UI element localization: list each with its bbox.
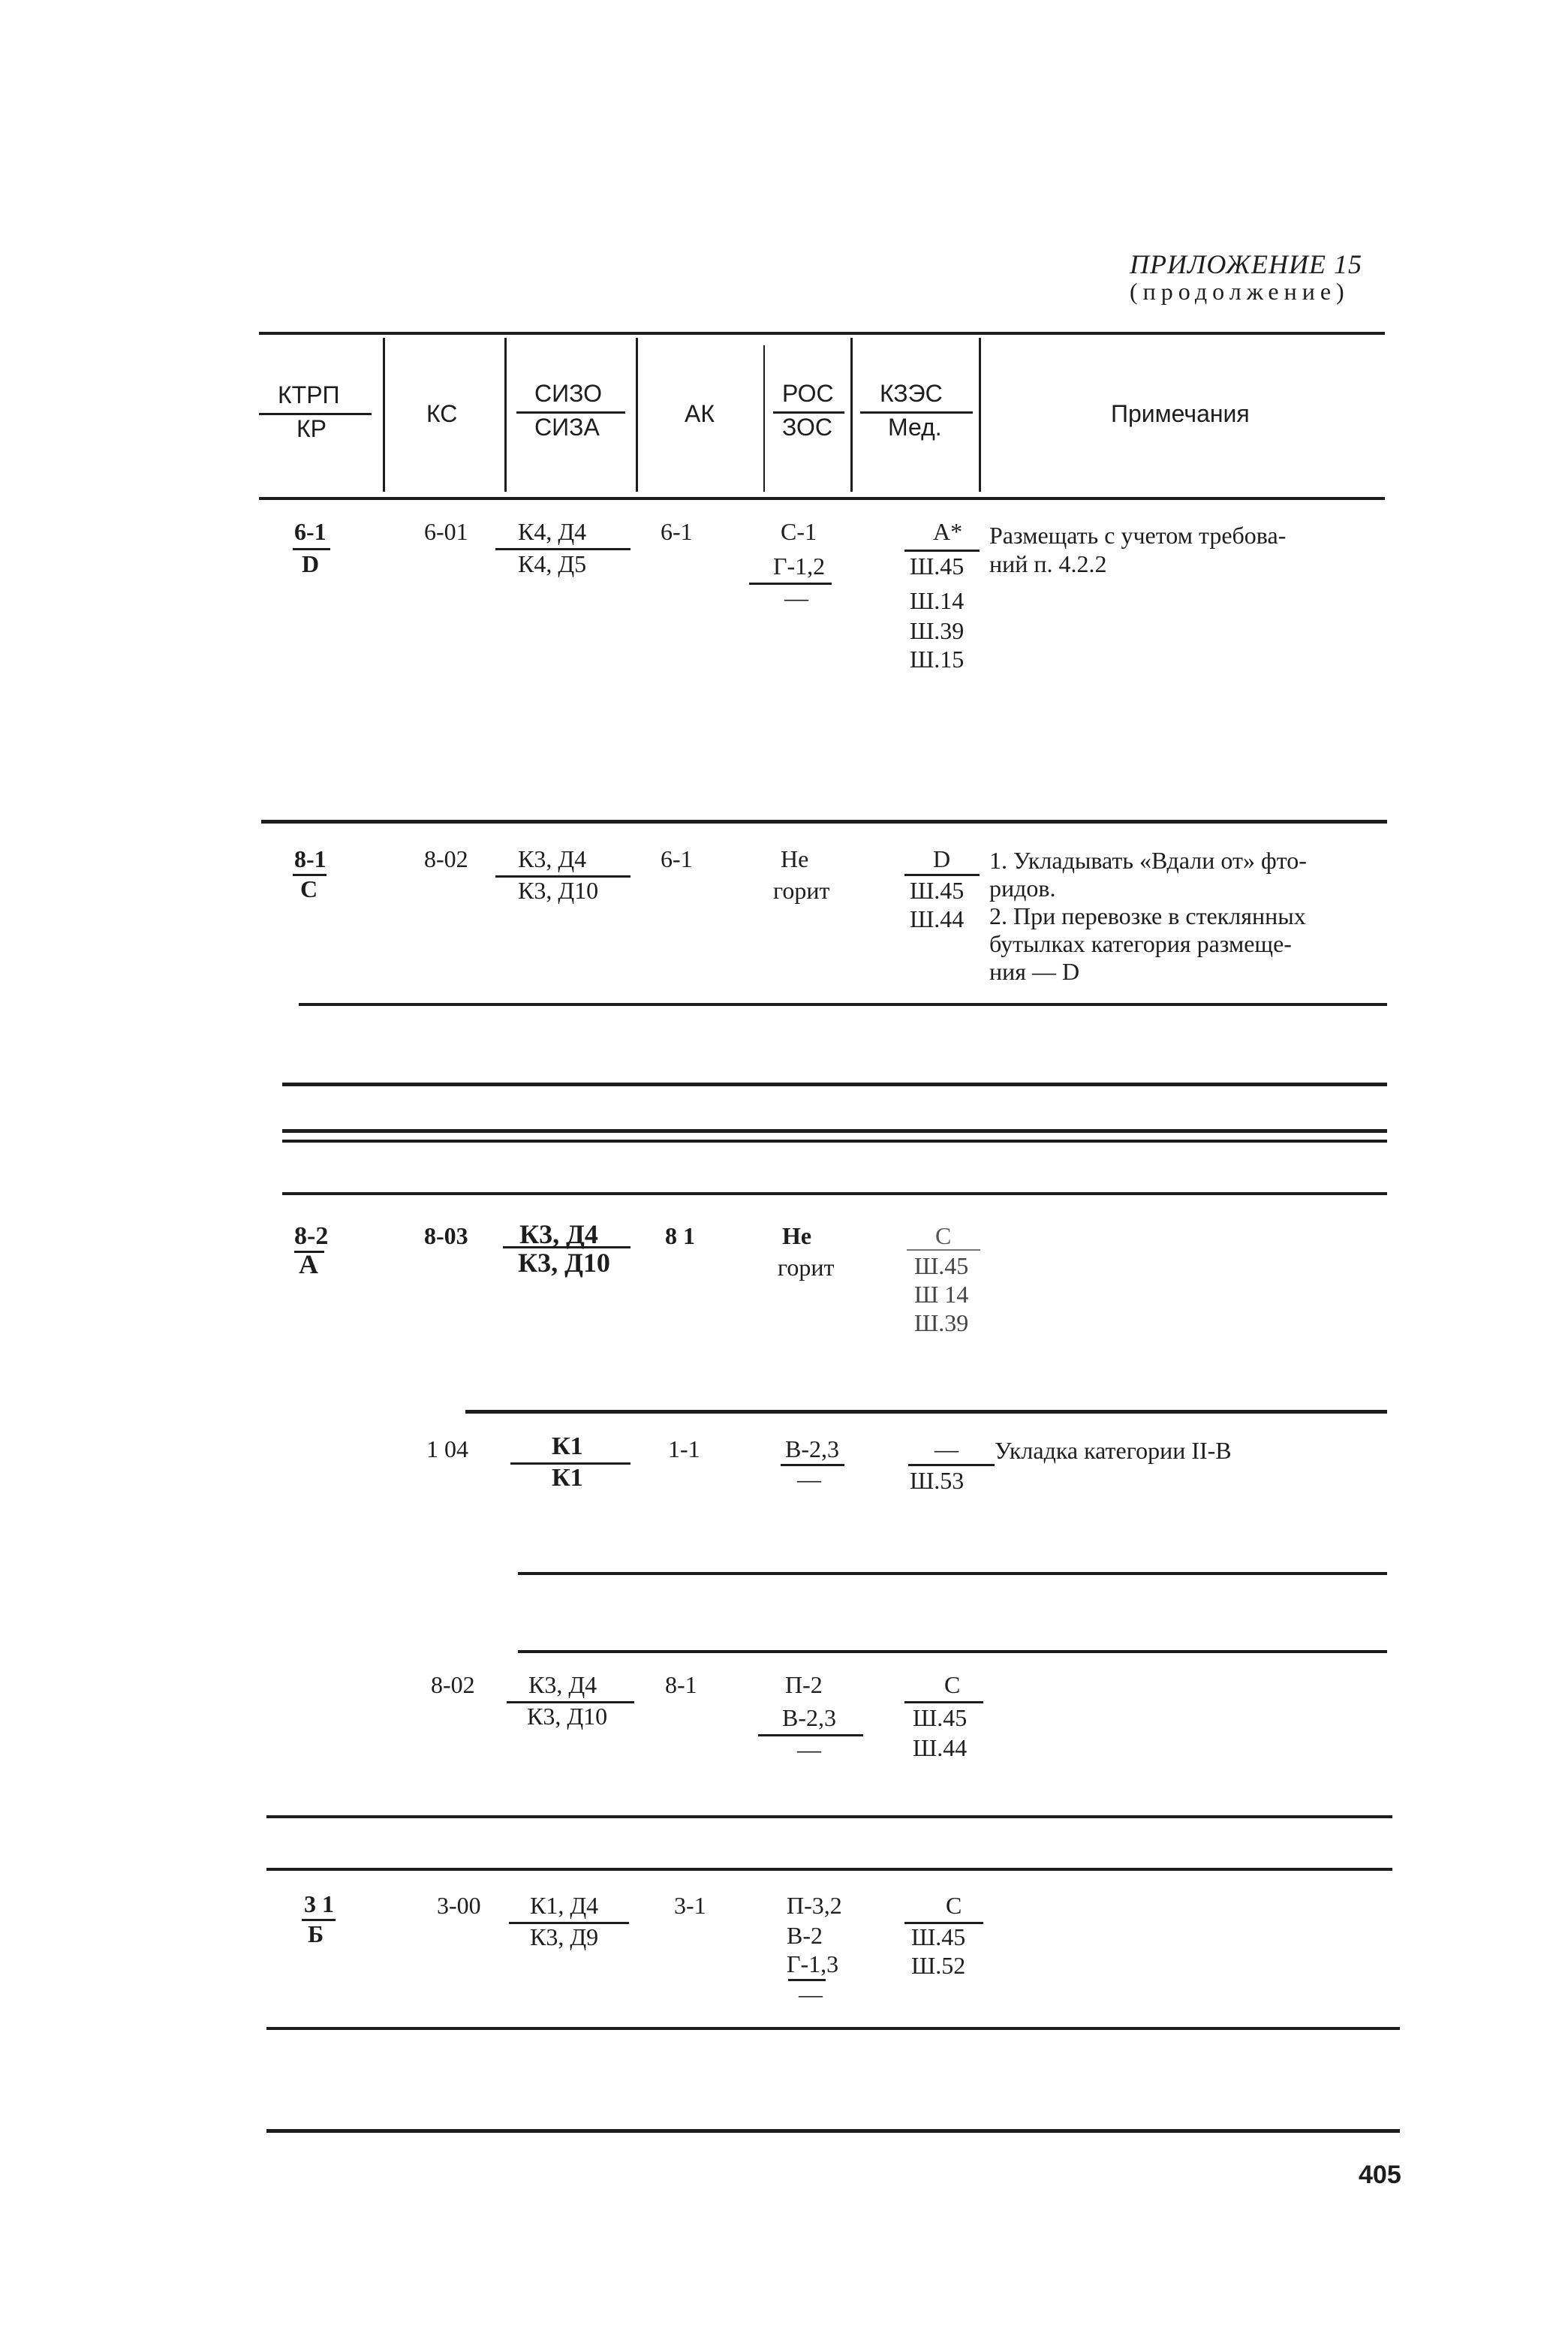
row-kr: Б [308, 1920, 324, 1947]
row-separator [261, 820, 1387, 824]
row-sizo: К3, Д4 [519, 1219, 598, 1249]
row-ks: 8-02 [424, 845, 468, 872]
header-med: Мед. [888, 414, 942, 441]
row-kr: А [299, 1249, 318, 1279]
row-ak: 1-1 [668, 1435, 700, 1462]
header-ak: АК [685, 400, 715, 427]
row-note: ридов. [989, 875, 1056, 902]
header-separator [636, 338, 638, 492]
row-kzes-fraction-line [904, 1701, 983, 1703]
row-ak: 6-1 [661, 845, 693, 872]
header-separator [383, 338, 385, 492]
row-separator [282, 1140, 1387, 1143]
row-med: Ш.15 [910, 646, 965, 673]
row-kzes-fraction-line [904, 550, 980, 552]
row-note: Размещать с учетом требова- [989, 522, 1287, 549]
row-siza: К3, Д10 [518, 877, 599, 904]
row-siza: К4, Д5 [518, 550, 587, 577]
row-separator [266, 1815, 1392, 1818]
row-med: Ш.39 [910, 617, 965, 644]
row-separator [518, 1650, 1387, 1653]
row-med: Ш.52 [911, 1952, 966, 1979]
row-ros: — [797, 1736, 821, 1763]
row-ros: В-2 [787, 1922, 823, 1949]
row-ktrp: 8-2 [294, 1222, 329, 1250]
row-note: 1. Укладывать «Вдали от» фто- [989, 847, 1307, 874]
row-med: Ш.44 [910, 905, 965, 932]
row-ks: 1 04 [426, 1435, 468, 1462]
row-med: Ш.45 [914, 1252, 969, 1279]
row-kzes: D [933, 845, 951, 872]
row-ros: — [784, 584, 808, 611]
header-separator [979, 338, 981, 492]
row-separator [282, 1192, 1387, 1195]
row-ks: 3-00 [437, 1892, 481, 1919]
row-sizo: К3, Д4 [528, 1671, 597, 1698]
row-separator [282, 1083, 1387, 1086]
row-note: ний п. 4.2.2 [989, 550, 1107, 577]
row-separator [299, 1003, 1387, 1006]
header-kzes: КЗЭС [880, 380, 943, 407]
appendix-title: ПРИЛОЖЕНИЕ 15 [1130, 249, 1362, 279]
row-kzes: С [935, 1222, 952, 1249]
header-separator [850, 338, 853, 492]
row-med: Ш.45 [913, 1704, 968, 1731]
row-ak: 3-1 [674, 1892, 706, 1919]
row-ak: 6-1 [661, 518, 693, 545]
row-note: Укладка категории II-В [995, 1437, 1232, 1464]
row-ros: — [797, 1465, 821, 1492]
row-sizo: К3, Д4 [518, 845, 587, 872]
row-ks: 6-01 [424, 518, 468, 545]
row-ktrp: 6-1 [294, 518, 327, 545]
row-ks: 8-02 [431, 1671, 475, 1698]
row-siza: К3, Д10 [518, 1248, 610, 1278]
row-siza: К3, Д10 [527, 1703, 608, 1730]
row-med: Ш.45 [911, 1923, 966, 1950]
row-kzes: — [934, 1435, 959, 1462]
row-ros: Г-1,2 [773, 553, 826, 580]
row-ak: 8 1 [665, 1222, 695, 1249]
row-ros: горит [778, 1254, 835, 1281]
row-ktrp: 3 1 [304, 1890, 334, 1917]
row-med: Ш.45 [910, 877, 965, 904]
row-ros: П-2 [785, 1671, 823, 1698]
row-ros: Не [781, 845, 809, 872]
row-med: Ш.14 [910, 587, 965, 614]
row-kr: C [300, 875, 318, 902]
header-kr: КР [296, 415, 327, 442]
row-kzes: С [946, 1892, 962, 1919]
header-notes: Примечания [1111, 400, 1250, 427]
row-sizo: К4, Д4 [518, 518, 587, 545]
row-kzes-fraction-line [907, 1249, 980, 1251]
table-bottom-rule [266, 2129, 1400, 2133]
appendix-subtitle: (продолжение) [1130, 278, 1350, 305]
row-kzes-fraction-line [904, 874, 980, 876]
row-kzes: С [944, 1671, 961, 1698]
header-zos: ЗОС [782, 414, 832, 441]
row-med: Ш 14 [914, 1281, 969, 1308]
row-separator [518, 1572, 1387, 1575]
header-top-rule [259, 332, 1385, 335]
row-med: Ш.45 [910, 553, 965, 580]
row-separator [465, 1410, 1387, 1414]
row-note: ния — D [989, 958, 1080, 985]
row-ros: В-2,3 [782, 1704, 836, 1731]
row-ak: 8-1 [665, 1671, 697, 1698]
row-ros: В-2,3 [785, 1435, 839, 1462]
header-ks: КС [426, 400, 458, 427]
row-sizo: К1, Д4 [530, 1892, 599, 1919]
row-med: Ш.44 [913, 1734, 968, 1761]
row-separator [266, 2027, 1400, 2030]
header-ros: РОС [782, 380, 834, 407]
row-kzes: А* [933, 518, 963, 545]
row-ros: Не [782, 1222, 812, 1249]
row-note: бутылках категория размеще- [989, 930, 1292, 957]
header-ktrp: КТРП [278, 381, 340, 408]
header-separator [504, 338, 507, 492]
row-med: Ш.53 [910, 1467, 965, 1494]
row-kr: D [302, 550, 320, 577]
row-ros: — [799, 1980, 823, 2007]
header-siza: СИЗА [534, 414, 600, 441]
row-kzes-fraction-line [908, 1464, 995, 1466]
row-med: Ш.39 [914, 1309, 969, 1336]
row-ros: С-1 [781, 518, 817, 545]
header-separator [763, 345, 765, 492]
row-separator [282, 1129, 1387, 1133]
row-ros: Г-1,3 [787, 1950, 839, 1977]
row-note: 2. При перевозке в стеклянных [989, 902, 1306, 929]
row-siza: К1 [552, 1464, 583, 1492]
page-number: 405 [1359, 2161, 1401, 2189]
row-siza: К3, Д9 [530, 1923, 599, 1950]
row-ktrp: 8-1 [294, 845, 327, 872]
header-sizo: СИЗО [534, 380, 602, 407]
row-separator [266, 1868, 1392, 1871]
row-sizo: К1 [552, 1432, 583, 1460]
row-ros: горит [773, 877, 830, 904]
row-ros: П-3,2 [787, 1892, 842, 1919]
row-ks: 8-03 [424, 1222, 468, 1249]
header-bottom-rule [259, 497, 1385, 500]
